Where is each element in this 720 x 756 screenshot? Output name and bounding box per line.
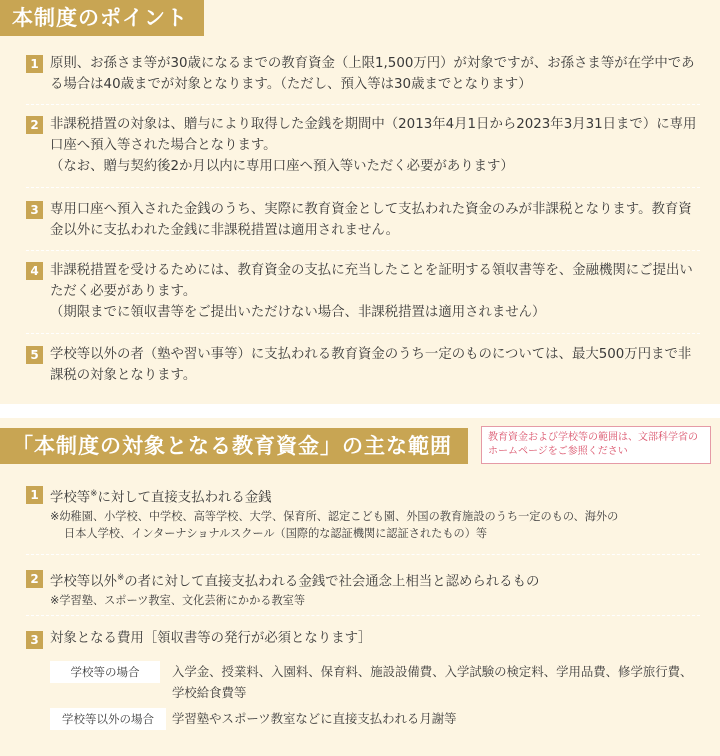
item-note-line: ※幼稚園、小学校、中学校、高等学校、大学、保育所、認定こども園、外国の教育施設のうち一定のもの、海外の — [50, 510, 619, 524]
item-number: 4 — [26, 262, 43, 280]
point-item-5 — [26, 344, 700, 386]
item-title — [50, 568, 700, 592]
item-text: 原則、お孫さま等が30歳になるまでの教育資金（上限1,500万円）が対象ですが、お孫さま等が在学中である場合は40歳までが対象となります。（ただし、預入等は30歳までとなります） — [50, 56, 695, 92]
cost-row-school — [50, 661, 700, 705]
section-title-scope: 「本制度の対象となる教育資金」の主な範囲 — [0, 428, 468, 464]
item-text: 学校等以外の者（塾や習い事等）に支払われる教育資金のうち一定のものについては、最大500万円まで非課税の対象となります。 — [50, 347, 692, 383]
item-text: 非課税措置の対象は、贈与により取得した金銭を期間中（2013年4月1日から2023年3月31日まで）に専用口座へ預入等された場合となります。 — [50, 117, 697, 153]
item-number: 5 — [26, 346, 43, 364]
scope-item-3 — [26, 629, 700, 649]
divider — [26, 250, 700, 251]
cost-label: 学校等の場合 — [50, 661, 160, 683]
reference-note: 教育資金および学校等の範囲は、文部科学省のホームページをご参照ください — [481, 426, 711, 464]
divider — [26, 615, 700, 616]
item-text: 非課税措置を受けるためには、教育資金の支払に充当したことを証明する領収書等を、金融機関にご提出いただく必要があります。 — [50, 263, 693, 299]
scope-item-1 — [26, 484, 700, 542]
footnote-mark: ※ — [90, 489, 98, 499]
item-note: （期限までに領収書等をご提出いただけない場合、非課税措置は適用されません） — [50, 305, 546, 320]
footnote-mark: ※ — [116, 573, 125, 583]
item-number: 1 — [26, 55, 43, 73]
item-number: 2 — [26, 116, 43, 134]
divider — [26, 554, 700, 555]
item-note — [50, 592, 700, 609]
cost-text: 学習塾やスポーツ教室などに直接支払われる月謝等 — [172, 711, 457, 726]
item-title-text: に対して直接支払われる金銭 — [97, 490, 272, 506]
section-title-points: 本制度のポイント — [0, 0, 204, 36]
divider — [26, 187, 700, 188]
scope-item-2 — [26, 568, 700, 609]
item-number: 3 — [26, 631, 43, 649]
cost-row-non-school — [50, 708, 700, 730]
scope-panel — [0, 418, 720, 756]
item-text: 専用口座へ預入された金銭のうち、実際に教育資金として支払われた資金のみが非課税となります。教育資金以外に支払われた金銭に非課税措置は適用されません。 — [50, 202, 692, 238]
divider — [26, 104, 700, 105]
point-item-2 — [26, 114, 700, 177]
divider — [26, 333, 700, 334]
point-item-3 — [26, 199, 700, 241]
item-number: 3 — [26, 201, 43, 219]
cost-text: 入学金、授業料、入園料、保育料、施設設備費、入学試験の検定料、学用品費、修学旅行費、学校給食費等 — [172, 664, 693, 700]
point-item-4 — [26, 260, 700, 323]
item-note — [50, 508, 700, 542]
item-note-line: 日本人学校、インターナショナルスクール（国際的な認証機関に認証されたもの）等 — [64, 527, 488, 541]
item-title-text: 学校等 — [50, 490, 91, 506]
item-title-text: 学校等以外 — [50, 574, 117, 590]
cost-label: 学校等以外の場合 — [50, 708, 166, 730]
item-number: 1 — [26, 486, 43, 504]
item-title: 対象となる費用［領収書等の発行が必須となります］ — [50, 631, 372, 646]
point-item-1 — [26, 53, 700, 95]
item-note-line: ※学習塾、スポーツ教室、文化芸術にかかる教室等 — [50, 594, 306, 608]
item-note: （なお、贈与契約後2か月以内に専用口座へ預入等いただく必要があります） — [50, 159, 514, 174]
item-title — [50, 484, 700, 508]
item-number: 2 — [26, 570, 43, 588]
item-title-text: の者に対して直接支払われる金銭で社会通念上相当と認められるもの — [124, 574, 540, 590]
